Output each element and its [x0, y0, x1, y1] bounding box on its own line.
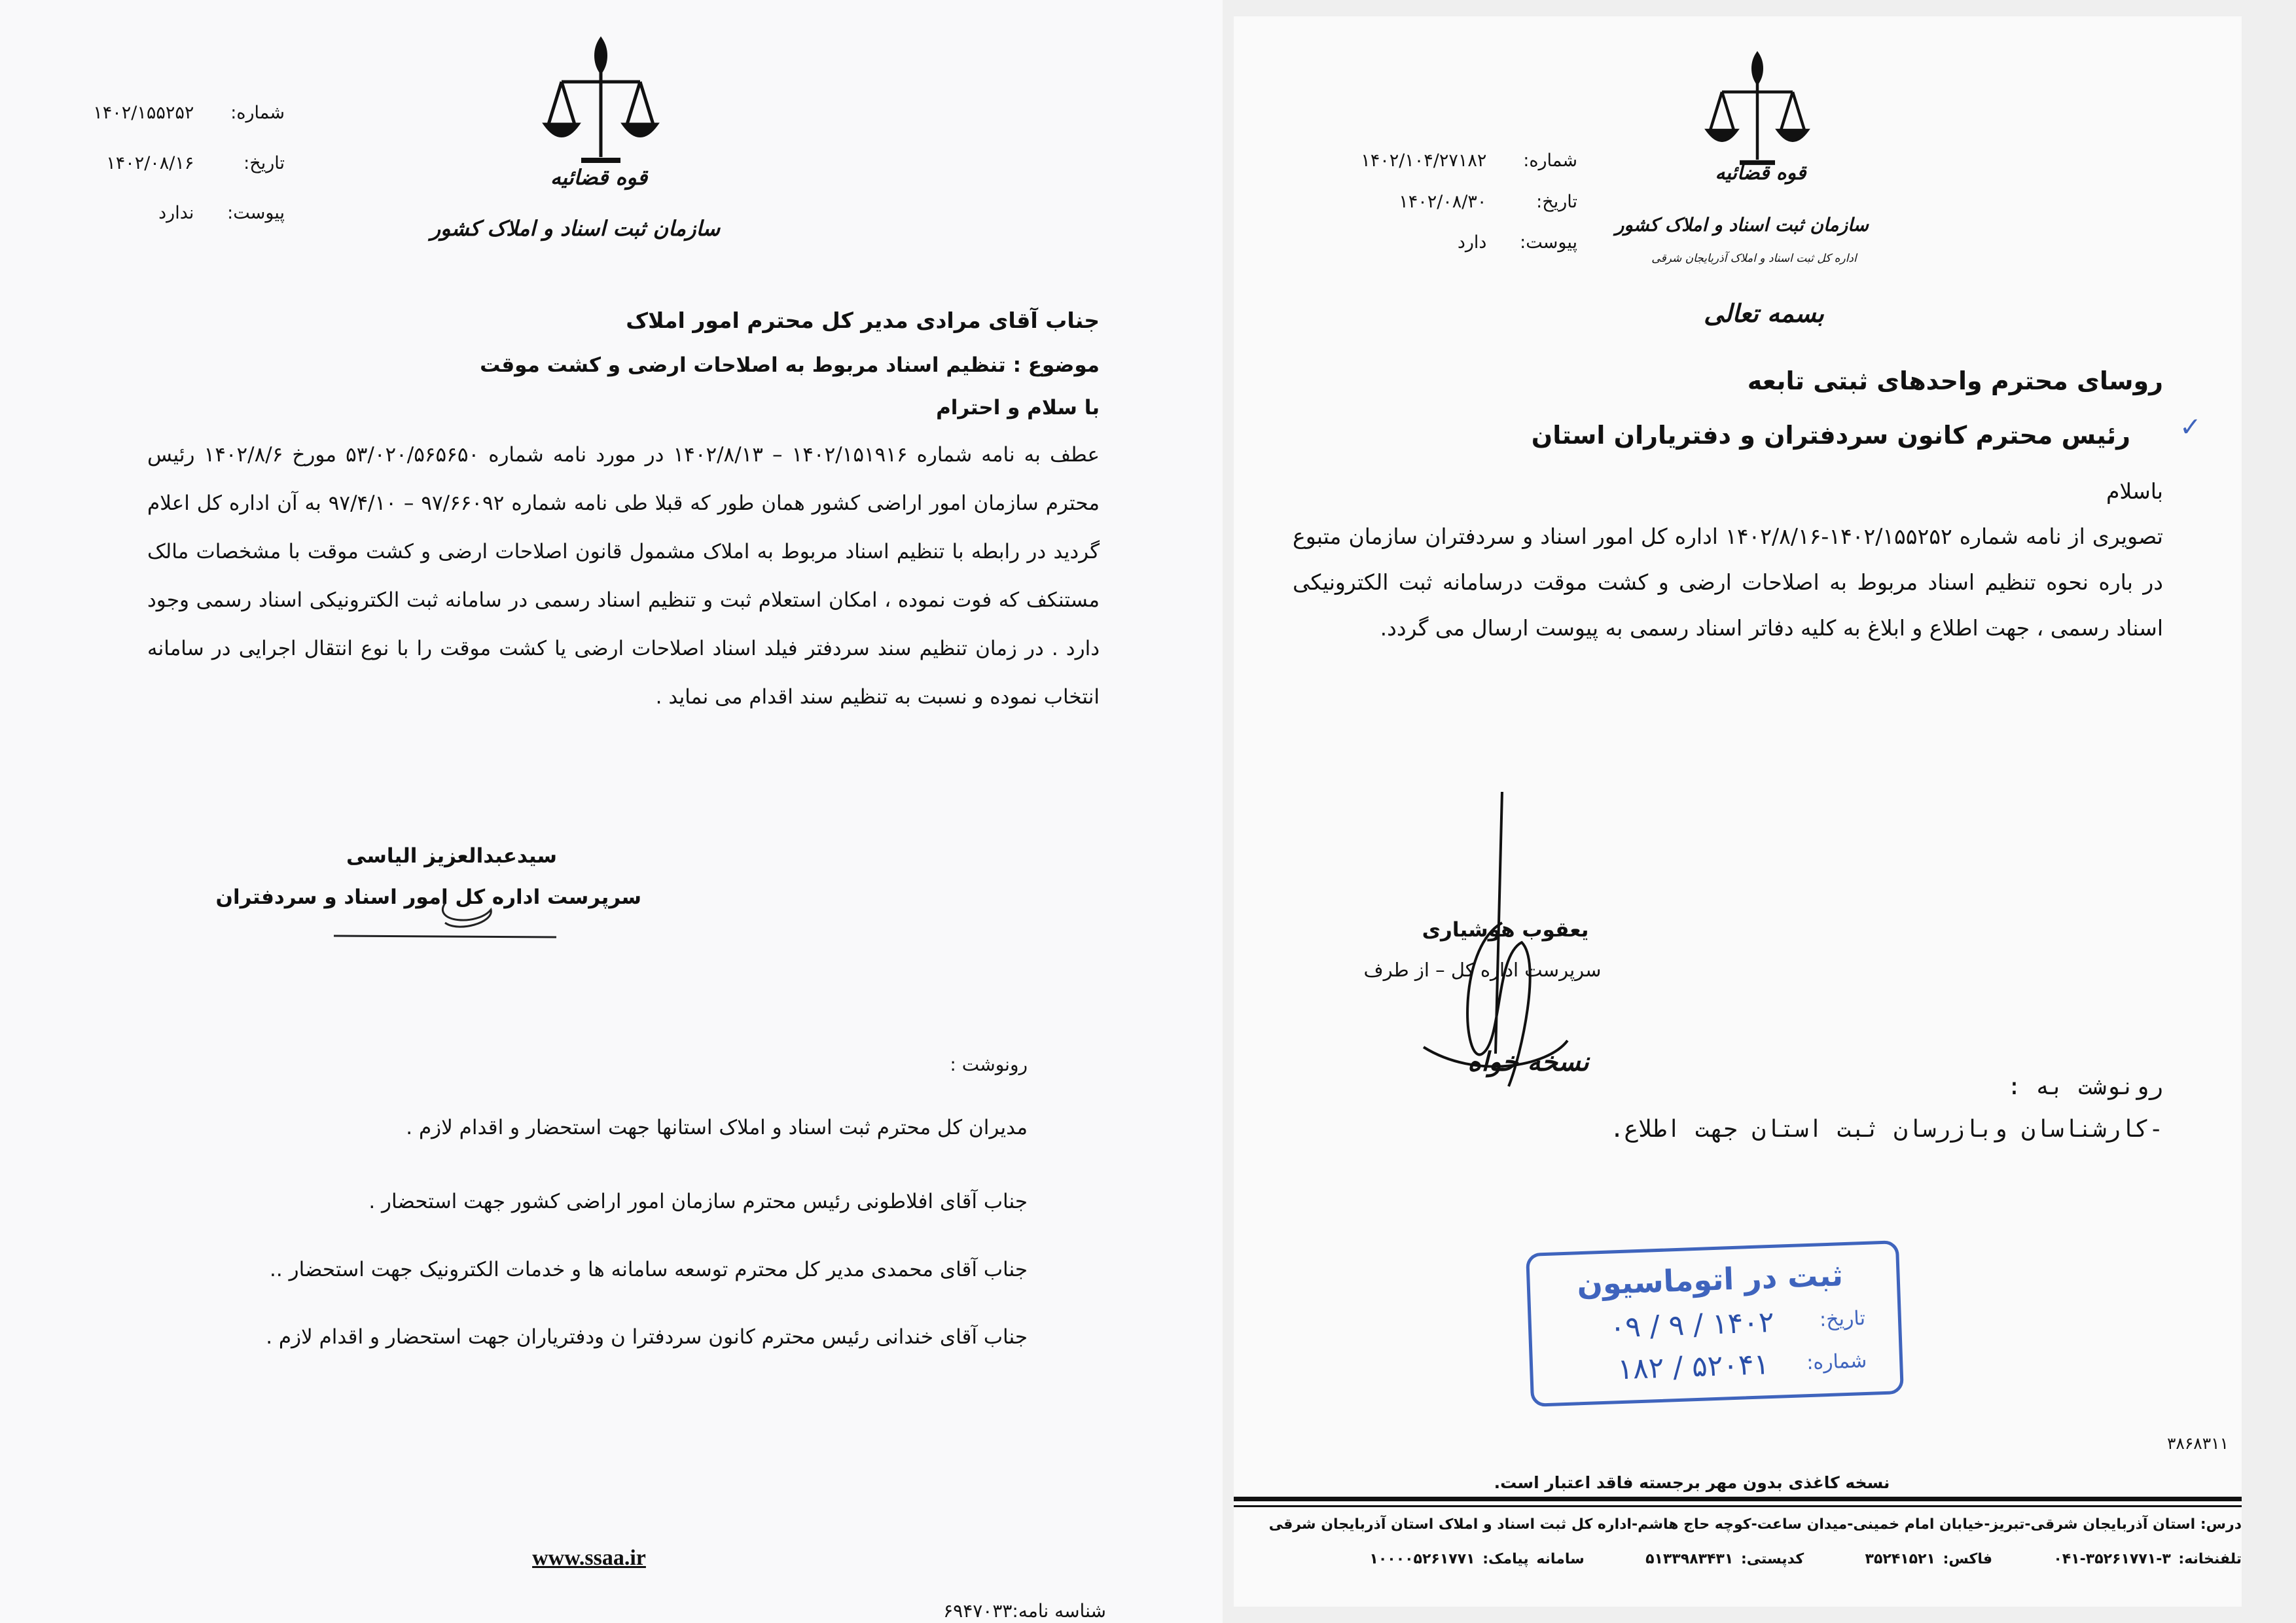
cc-line-2: جناب آقای افلاطونی رئیس محترم سازمان امور اراضی کشور جهت استحضار . [368, 1190, 1028, 1213]
stamp-title: ثبت در اتوماسیون [1576, 1257, 1844, 1302]
greeting: باسلام [2106, 478, 2163, 504]
org-name-judiciary: قوه قضائیه [550, 165, 648, 190]
cc-line: -کارشناسان وبازرسان ثبت استان جهت اطلاع. [1609, 1116, 2163, 1143]
footer-rule-thin [1234, 1505, 2242, 1507]
footer-rule-thick [1234, 1497, 2242, 1501]
cc-line-1: مدیران کل محترم ثبت اسناد و املاک استانها جهت استحضار و اقدام لازم . [406, 1116, 1028, 1139]
signer-name: یعقوب هوشیاری [1422, 918, 1589, 942]
footer-address: درس: استان آذربایجان شرقی-تبریز-خیابان امام خمینی-میدان ساعت-کوچه حاج هاشم-اداره کل ثبت اسناد و املاک استان آذربایجان شرقی [1268, 1516, 2242, 1533]
cc-line-3: جناب آقای محمدی مدیر کل محترم توسعه سامانه ها و خدمات الکترونیک جهت استحضار .. [270, 1258, 1028, 1281]
signer-title: سرپرست اداره کل امور اسناد و سردفتران [215, 885, 641, 909]
org-name-registry: سازمان ثبت اسناد و املاک کشور [430, 216, 720, 241]
footer-contacts [1260, 1551, 2242, 1567]
letter-date: تاریخ: ۱۴۰۲/۰۸/۳۰ [1399, 192, 1577, 212]
stamp-date-value: ۱۴۰۲ / ۹ / ۰۹ [1609, 1305, 1775, 1345]
recipient-1: روسای محترم واحدهای ثبتی تابعه [1747, 366, 2163, 395]
letter-number: شماره: ۱۴۰۲/۱۵۵۲۵۲ [93, 103, 285, 123]
invocation: بسمه تعالی [1704, 299, 1824, 328]
stamp-number-label: شماره: [1806, 1349, 1867, 1375]
subject: موضوع : تنظیم اسناد مربوط به اصلاحات ارضی و کشت موقت [480, 353, 1100, 377]
footer-phone: تلفنخانه: ۳-۳۵۲۶۱۷۷۱-۰۴۱ [2053, 1551, 2242, 1567]
letter-number: شماره: ۱۴۰۲/۱۰۴/۲۷۱۸۲ [1361, 151, 1577, 171]
org-name-province: اداره کل ثبت اسناد و املاک آذربایجان شرقی [1651, 252, 1857, 265]
cc-heading: رونوشت : [950, 1054, 1028, 1075]
stamp-number-value: ۵۲۰۴۱ / ۱۸۲ [1617, 1347, 1770, 1387]
letter-date: تاریخ: ۱۴۰۲/۰۸/۱۶ [106, 153, 285, 173]
cc-heading: رونوشت به : [2007, 1073, 2163, 1100]
disclaimer: نسخه کاغذی بدون مهر برجسته فاقد اعتبار است. [1494, 1473, 1890, 1492]
automation-stamp [1526, 1240, 1904, 1407]
signer-title: سرپرست اداره کل – از طرف [1363, 959, 1602, 981]
org-name-registry: سازمان ثبت اسناد و املاک کشور [1615, 214, 1869, 236]
signature-image [327, 897, 563, 942]
website-link[interactable]: www.ssaa.ir [532, 1546, 646, 1570]
side-number: ۳۸۶۸۳۱۱ [2167, 1434, 2229, 1453]
footer-fax: فاکس: ۳۵۲۴۱۵۲۱ [1865, 1551, 1992, 1567]
footer-postal: کدپستی: ۵۱۳۳۹۸۳۴۳۱ [1645, 1551, 1804, 1567]
recipient: جناب آقای مرادی مدیر کل محترم امور املاک [626, 308, 1100, 333]
footer-sms: سامانه پیامک: ۱۰۰۰۰۵۲۶۱۷۷۱ [1369, 1551, 1585, 1567]
letter-attachment: پیوست: ندارد [158, 203, 285, 223]
letter-body: عطف به نامه شماره ۱۴۰۲/۱۵۱۹۱۶ – ۱۴۰۲/۸/۱۳ در مورد نامه شماره ۵۳/۰۲۰/۵۶۵۶۵۰ مورخ ۱۴۰۲/۸/۶ رئیس محترم سازمان امور اراضی کشور همان طور که قبلا طی نامه شماره ۹۷/۶۶۰۹۲ – ۹۷/۴/۱۰ به آن اداره کل اعلام گردید در رابطه با تنظیم اسناد مربوط به املاک مشمول قانون اصلاحات ارضی و کشت موقت با مشخصات مالک مستنکف که فوت نموده ، امکان استعلام ثبت و تنظیم اسناد رسمی در سامانه ثبت الکترونیکی اسناد رسمی وجود دارد . در زمان تنظیم سند سردفتر فیلد اسناد اصلاحات ارضی یا کشت موقت را با نوع انتقال اجرایی در سامانه انتخاب نموده و نسبت به تنظیم سند اقدام می نماید . [147, 443, 1100, 709]
letter-id: شناسه نامه:۶۹۴۷۰۳۳ [943, 1600, 1106, 1622]
judiciary-emblem-icon [1698, 41, 1816, 172]
recipient-2: رئیس محترم کانون سردفتران و دفتریاران استان [1531, 421, 2130, 450]
judiciary-emblem-icon [535, 26, 666, 170]
cc-line-4: جناب آقای خندانی رئیس محترم کانون سردفترا ن ودفتریاران جهت استحضار و اقدام لازم . [266, 1325, 1028, 1349]
handwritten-note: نسخه خواه [1467, 1047, 1589, 1077]
greeting: با سلام و احترام [936, 396, 1100, 419]
stamp-date-label: تاریخ: [1819, 1306, 1866, 1332]
letter-body: تصویری از نامه شماره ۱۴۰۲/۱۵۵۲۵۲-۱۴۰۲/۸/۱۶ اداره کل امور اسناد و سردفتران سازمان متبوع در باره نحوه تنظیم اسناد مربوط به اصلاحات ارضی و کشت موقت درسامانه ثبت الکترونیکی اسناد رسمی ، جهت اطلاع و ابلاغ به کلیه دفاتر اسناد رسمی به پیوست ارسال می گردد. [1293, 524, 2163, 641]
check-mark-icon: ✓ [2179, 412, 2202, 442]
signer-name: سیدعبدالعزیز الیاسی [346, 844, 557, 868]
letter-attachment: پیوست: دارد [1457, 232, 1577, 253]
right-letter [1234, 16, 2242, 1607]
org-name-judiciary: قوه قضائیه [1715, 162, 1806, 185]
